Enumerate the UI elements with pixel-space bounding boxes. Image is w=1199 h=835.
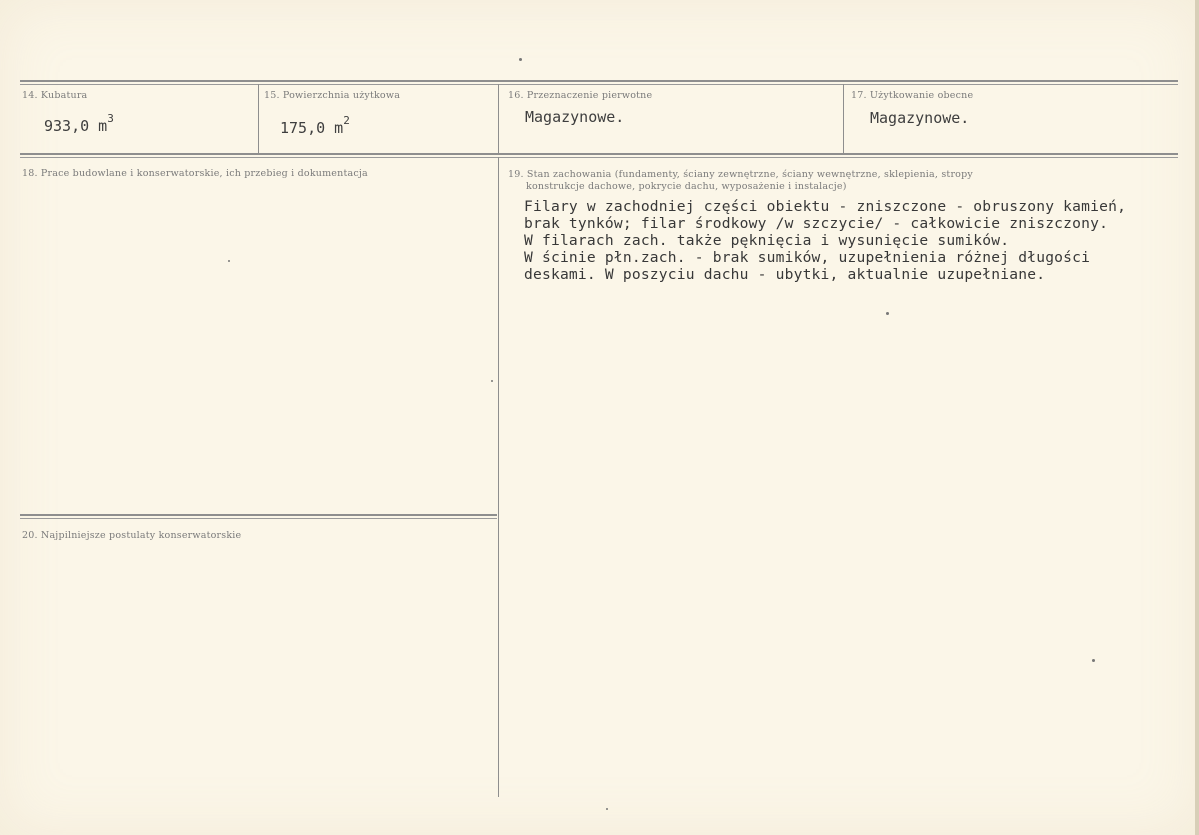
field-18-label: 18. Prace budowlane i konserwatorskie, ich przebieg i dokumentacja [22,168,368,179]
divider-14-15 [258,84,259,154]
field-15-exponent: 2 [343,114,350,127]
notes-line: deskami. W poszyciu dachu - ubytki, aktualnie uzupełniane. [524,266,1046,283]
field-14-exponent: 3 [107,112,114,125]
field-19-notes [524,198,1126,283]
notes-line: Filary w zachodniej części obiektu - zniszczone - obruszony kamień, [524,198,1127,215]
divider-main [498,157,499,797]
paper-speck [519,58,522,61]
notes-line: W ścinie płn.zach. - brak sumików, uzupełnienia różnej długości [524,249,1091,266]
rule-18-20-inner [20,518,497,519]
row-rule [20,153,1178,155]
paper-speck [886,312,889,315]
field-17-label: 17. Użytkowanie obecne [851,90,974,101]
field-20-label: 20. Najpilniejsze postulaty konserwatorskie [22,530,242,541]
field-19-label-line1: 19. Stan zachowania (fundamenty, ściany zewnętrzne, ściany wewnętrzne, sklepienia, stropy [508,169,973,180]
rule-18-20 [20,514,497,516]
paper-speck [228,260,230,262]
field-15-label: 15. Powierzchnia użytkowa [264,90,401,101]
field-14-label: 14. Kubatura [22,90,88,101]
field-15-value: 175,0 $m^2$ [280,114,350,137]
top-rule [20,80,1178,82]
notes-line: W filarach zach. także pęknięcia i wysunięcie sumików. [524,232,1010,249]
field-19-label-line2: konstrukcje dachowe, pokrycie dachu, wyposażenie i instalacje) [526,181,847,192]
paper-speck [491,380,493,382]
paper-speck [1092,659,1095,662]
field-16-label: 16. Przeznaczenie pierwotne [508,90,653,101]
paper-speck [606,808,608,810]
field-17-value: Magazynowe. [870,109,970,127]
notes-line: brak tynków; filar środkowy /w szczycie/ - całkowicie zniszczony. [524,215,1109,232]
row-rule-inner [20,157,1178,158]
divider-16-17 [843,84,844,154]
divider-15-16 [498,84,499,154]
card-edge [1195,0,1199,835]
field-16-value: Magazynowe. [525,108,625,126]
field-14-value: 933,0 $m^3$ [44,112,114,135]
top-rule-inner [20,84,1178,85]
